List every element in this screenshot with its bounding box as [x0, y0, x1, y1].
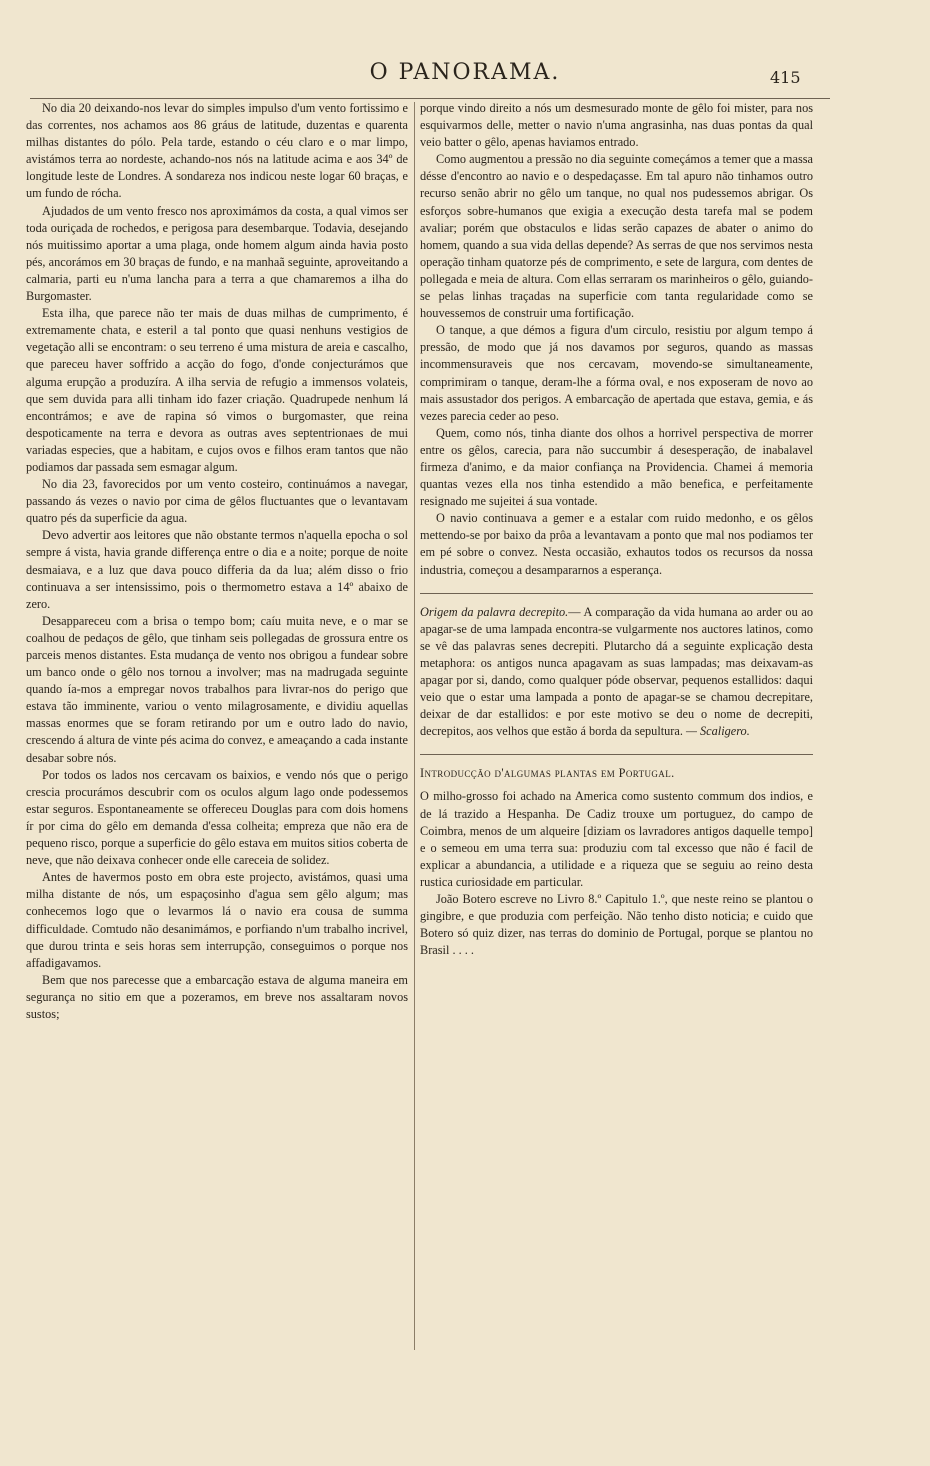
paragraph: Devo advertir aos leitores que não obstante termos n'aquella epocha o sol sempre á vista, havia grande differença entre o dia e a noite; porque de noite desmaiava, e a luz que dava pouco differia da da lua; além disso o frio continuava a ser intensissimo, pois o thermometro estava a 14º abaixo de zero. [26, 528, 408, 611]
paragraph: O navio continuava a gemer e a estalar com ruido medonho, e os gêlos mettendo-se por baixo da prôa a levantavam a ponto que mal nos podiamos ter em pé sobre o convez. Nesta occasião, exhautos todos os recursos da nossa industria, começou a desampararnos a esperança. [420, 511, 813, 577]
paragraph: Desappareceu com a brisa o tempo bom; caíu muita neve, e o mar se coalhou de pedaços de gêlo, que tinham seis pollegadas de grossura entre os parceis menos distantes. Esta mudança de vento nos obrigou a fundear sobre um banco onde o gêlo nos tornou a involver; mas na madrugada seguinte quando ía-mos a empregar novos trabalhos para livrar-nos do perigo que estava tão imminente, variou o vento milagrosamente, e dividiu aquellas massas enormes que se foram retirando por um e outro lado do navio, crescendo á altura de vinte pés acima do convez, e ameaçando a cada instante desabar sobre nós. [26, 613, 408, 765]
paragraph: João Botero escreve no Livro 8.º Capitulo 1.º, que neste reino se plantou o gingibre, e que produzia com perfeição. Não tenho disto noticia; e cuido que Botero só quiz dizer, nas terras do dominio de Portugal, porque se plantou no Brasil . . . . [420, 892, 813, 958]
paragraph: Esta ilha, que parece não ter mais de duas milhas de cumprimento, é extremamente chata, e esteril a tal ponto que quasi nenhuns vestigios de vegetação alli se encontram: o seu terreno é uma mistura de areia e cascalho, que pareceu haver soffrido a acção do fogo, d'onde conjecturámos que alguma erupção a produzíra. A ilha servia de refugio a immensos volateis, que sem duvida para alli tinham ido fazer criação. Quadrupede nenhum lá encontrámos; e ave de rapina só vimos o burgomaster, que reina despoticamente na terra e devora as outras aves septentrionaes de mui variadas especies, que a habitam, e cujos ovos e filhos eram tantos que não podiamos dar passada sem esmagar algum. [26, 306, 408, 474]
page-title: O PANORAMA. [369, 60, 561, 85]
paragraph: Por todos os lados nos cercavam os baixios, e vendo nós que o perigo crescia procurámos descubrir com os oculos algum lago onde podessemos estar seguros. Espontaneamente se offereceu Douglas para com dois homens ír por cima do gêlo em demanda d'essa colheita; empreza que não era de pequeno risco, porque a superficie do gêlo estava em muitos sitios coberta de neve, que não deixava conhecer onde elle careceia de solidez. [26, 767, 408, 868]
page-number: 415 [770, 68, 801, 87]
paragraph: Bem que nos parecesse que a embarcação estava de alguma maneira em segurança no sitio em que a pozeramos, em breve nos assaltaram novos sustos; [26, 972, 408, 1021]
section-separator [420, 754, 813, 755]
paragraph: O tanque, a que démos a figura d'um circulo, resistiu por algum tempo á pressão, de modo que já nos davamos por seguros, quando as massas incommensuraveis que nos cercavam, movendo-se simultaneamente, comprimiram o tanque, deram-lhe a fórma oval, e nos exposeram de novo ao mais assustador dos perigos. A embarcação de apertada que estava, gemia, e ás vezes parecia ceder ao peso. [420, 323, 813, 423]
header-rule [30, 98, 830, 99]
note-title: Origem da palavra decrepito. [420, 604, 569, 619]
paragraph: No dia 23, favorecidos por um vento costeiro, continuámos a navegar, passando ás vezes o navio por cima de gêlos fluctuantes que o levantavam quatro pés da superficie da agua. [26, 477, 408, 526]
paragraph: Como augmentou a pressão no dia seguinte começámos a temer que a massa désse d'encontro ao navio e o despedaçasse. Em tal apuro não tinhamos outro recurso senão abrir no gêlo um tanque, no qual nos pudessemos abrigar. Os esforços sobre-humanos que exigia a execução desta tarefa mal se podem avaliar; porém que obstaculos e lidas serão capazes de abater o animo do homem, quando a sua vida dellas depende? As serras de que nos servimos nesta operação tinham quatorze pés de comprimento, e sete de largura, com dentes de pollegada e meia de altura. Com ellas serraram os marinheiros o gêlo, guiando-se pelas linhas traçadas na superficie com tanta regularidade como se houvessemos de construir uma fortificação. [420, 152, 813, 321]
paragraph: Ajudados de um vento fresco nos aproximámos da costa, a qual vimos ser toda ouriçada de rochedos, e perigosa para desembarque. Todavia, desejando nós muitissimo aportar a uma plaga, onde homem algum ainda havia posto pés, ancorámos em 30 braças de fundo, e na manhaã seguinte, aproveitando a calmaria, parti eu n'uma lancha para a terra a que chamaremos a ilha do Burgomaster. [26, 203, 408, 304]
paragraph: Quem, como nós, tinha diante dos olhos a horrivel perspectiva de morrer entre os gêlos, carecia, para não succumbir á desesperação, de inabalavel firmeza d'animo, e da maior confiança na Providencia. Chamei á memoria quantas vezes ella nos tinha estendido a mão benefica, e perfeitamente resignado me sujeitei á sua vontade. [420, 425, 813, 509]
section-heading: Introducção d'algumas plantas em Portugal. [420, 766, 675, 781]
note-source: — Scaligero. [682, 724, 750, 739]
left-column [26, 100, 408, 1023]
note-body: — A comparação da vida humana ao arder ou ao apagar-se de uma lampada encontra-se vulgarmente nos auctores latinos, como se vê das palavras senes decrepiti. Plutarcho dá a seguinte explicação desta metaphora: os antigos nunca apagavam as suas lampadas; mas deixavam-as apagar por si, dando, como qualquer póde observar, pequenos estallidos: daqui veio que o estar uma lampada a ponto de apagar-se se chamou decrepitare, deixar de dar estallidos: e por este motivo se deu o nome de decrepiti, decrepitos, aos velhos que estão á borda da sepultura. [420, 604, 813, 739]
column-divider [414, 102, 415, 1350]
section-separator [420, 593, 813, 594]
paragraph: No dia 20 deixando-nos levar do simples impulso d'um vento fortissimo e das correntes, nos achamos aos 86 gráus de latitude, duzentas e quarenta milhas distantes do pólo. Pela tarde, estando o céu claro e o mar limpo, avistámos terra ao nordeste, achando-nos nós na latitude acima e aos 34º de longitude leste de Londres. A sondareza nos indicou neste logar 60 braças, e um fundo de rócha. [26, 101, 408, 201]
paragraph: O milho-grosso foi achado na America como sustento commum dos indios, e de lá trazido a Hespanha. De Cadiz trouxe um portuguez, do campo de Coimbra, menos de um alqueire [diziam os lavradores antigos daquelle tempo] e o semeou em uma terra sua: produziu com tal excesso que não é facil de explicar a abundancia, a utilidade e a riqueza que se seguiu ao reino desta rustica curiosidade em particular. [420, 789, 813, 889]
note-paragraph [420, 604, 813, 741]
right-column [420, 100, 813, 959]
paragraph: Antes de havermos posto em obra este projecto, avistámos, quasi uma milha distante de nós, um espaçosinho d'agua sem gêlo algum; mas conhecemos logo que o levarmos lá o navio era cousa de summa difficuldade. Comtudo não desanimámos, e porfiando n'um trabalho incrivel, que durou trinta e seis horas sem interrupção, conseguimos o porque nos affadigavamos. [26, 870, 408, 970]
paragraph: porque vindo direito a nós um desmesurado monte de gêlo foi mister, para nos esquivarmos delle, metter o navio n'uma angrasinha, nas duas pontas da qual veio batter o gêlo, apenas haviamos entrado. [420, 101, 813, 150]
